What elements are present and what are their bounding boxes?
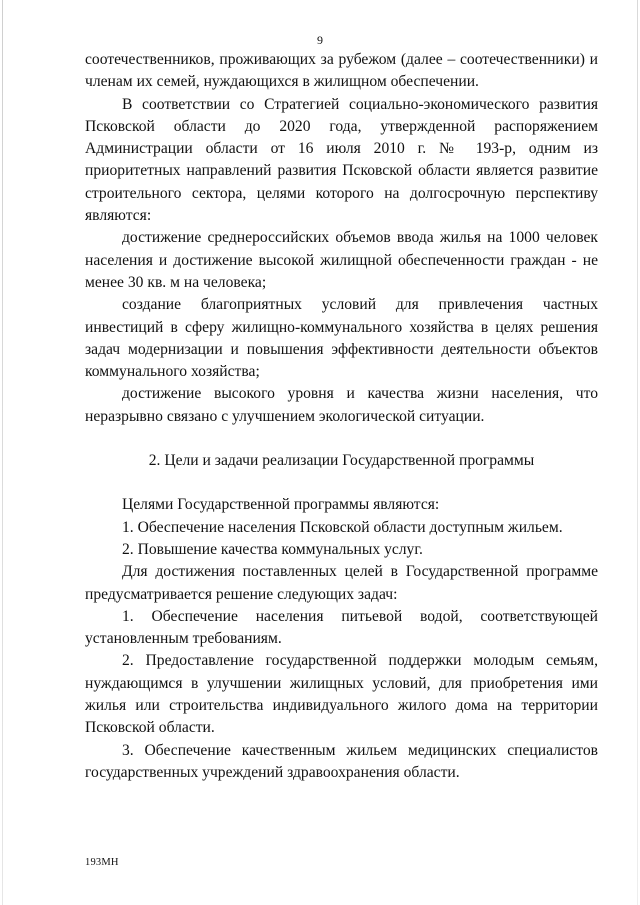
spacer (85, 428, 598, 450)
paragraph-continuation: соотечественников, проживающих за рубежом (далее – соотечественники) и членам их семей, нуждающихся в жилищном обеспечении. (85, 51, 598, 91)
page-number: 9 (317, 33, 323, 47)
paragraph-goal-1: 1. Обеспечение населения Псковской области доступным жильем. (122, 518, 563, 536)
scan-edge-left (2, 0, 3, 905)
paragraph-goal-housing: достижение среднероссийских объемов ввода жилья на 1000 человек населения и достижение высокой жилищной обеспеченности граждан - не менее 30 кв. м на человека; (85, 229, 598, 291)
spacer (85, 472, 598, 494)
paragraph-task-2: 2. Предоставление государственной поддержки молодым семьям, нуждающимся в улучшении жилищных условий, для приобретения ими жилья или строительства индивидуального жилого дома на территории Псковской области. (85, 652, 598, 737)
scan-edge-right (637, 0, 638, 905)
paragraph-task-1: 1. Обеспечение населения питьевой водой, соответствующей установленным требованиям. (85, 607, 598, 648)
paragraph-task-3: 3. Обеспечение качественным жильем медицинских специалистов государственных учреждений здравоохранения области. (85, 741, 598, 781)
footer-document-code: 193МН (85, 857, 119, 868)
paragraph-goal-quality: достижение высокого уровня и качества жизни населения, что неразрывно связано с улучшением экологической ситуации. (85, 385, 598, 425)
paragraph-strategy: В соответствии со Стратегией социально-экономического развития Псковской области до 2020 года, утвержденной распоряжением Администрации области от 16 июля 2010 г. № 193-р, одним из приоритетных направлений развития Псковской области является развитие строительного сектора, целями которого на долгосрочную перспективу являются: (85, 95, 598, 225)
paragraph-goal-2: 2. Повышение качества коммунальных услуг. (122, 540, 423, 558)
section-heading: 2. Цели и задачи реализации Государственной программы (148, 452, 535, 470)
paragraph-goal-investment: создание благоприятных условий для привлечения частных инвестиций в сферу жилищно-коммунального хозяйства в целях решения задач модернизации и повышения эффективности деятельности объектов коммунального хозяйства; (85, 296, 598, 381)
document-body (85, 49, 598, 784)
paragraph-tasks-intro: Для достижения поставленных целей в Государственной программе предусматривается решение следующих задач: (85, 563, 598, 603)
paragraph-goals-intro: Целями Государственной программы являются: (122, 496, 440, 514)
